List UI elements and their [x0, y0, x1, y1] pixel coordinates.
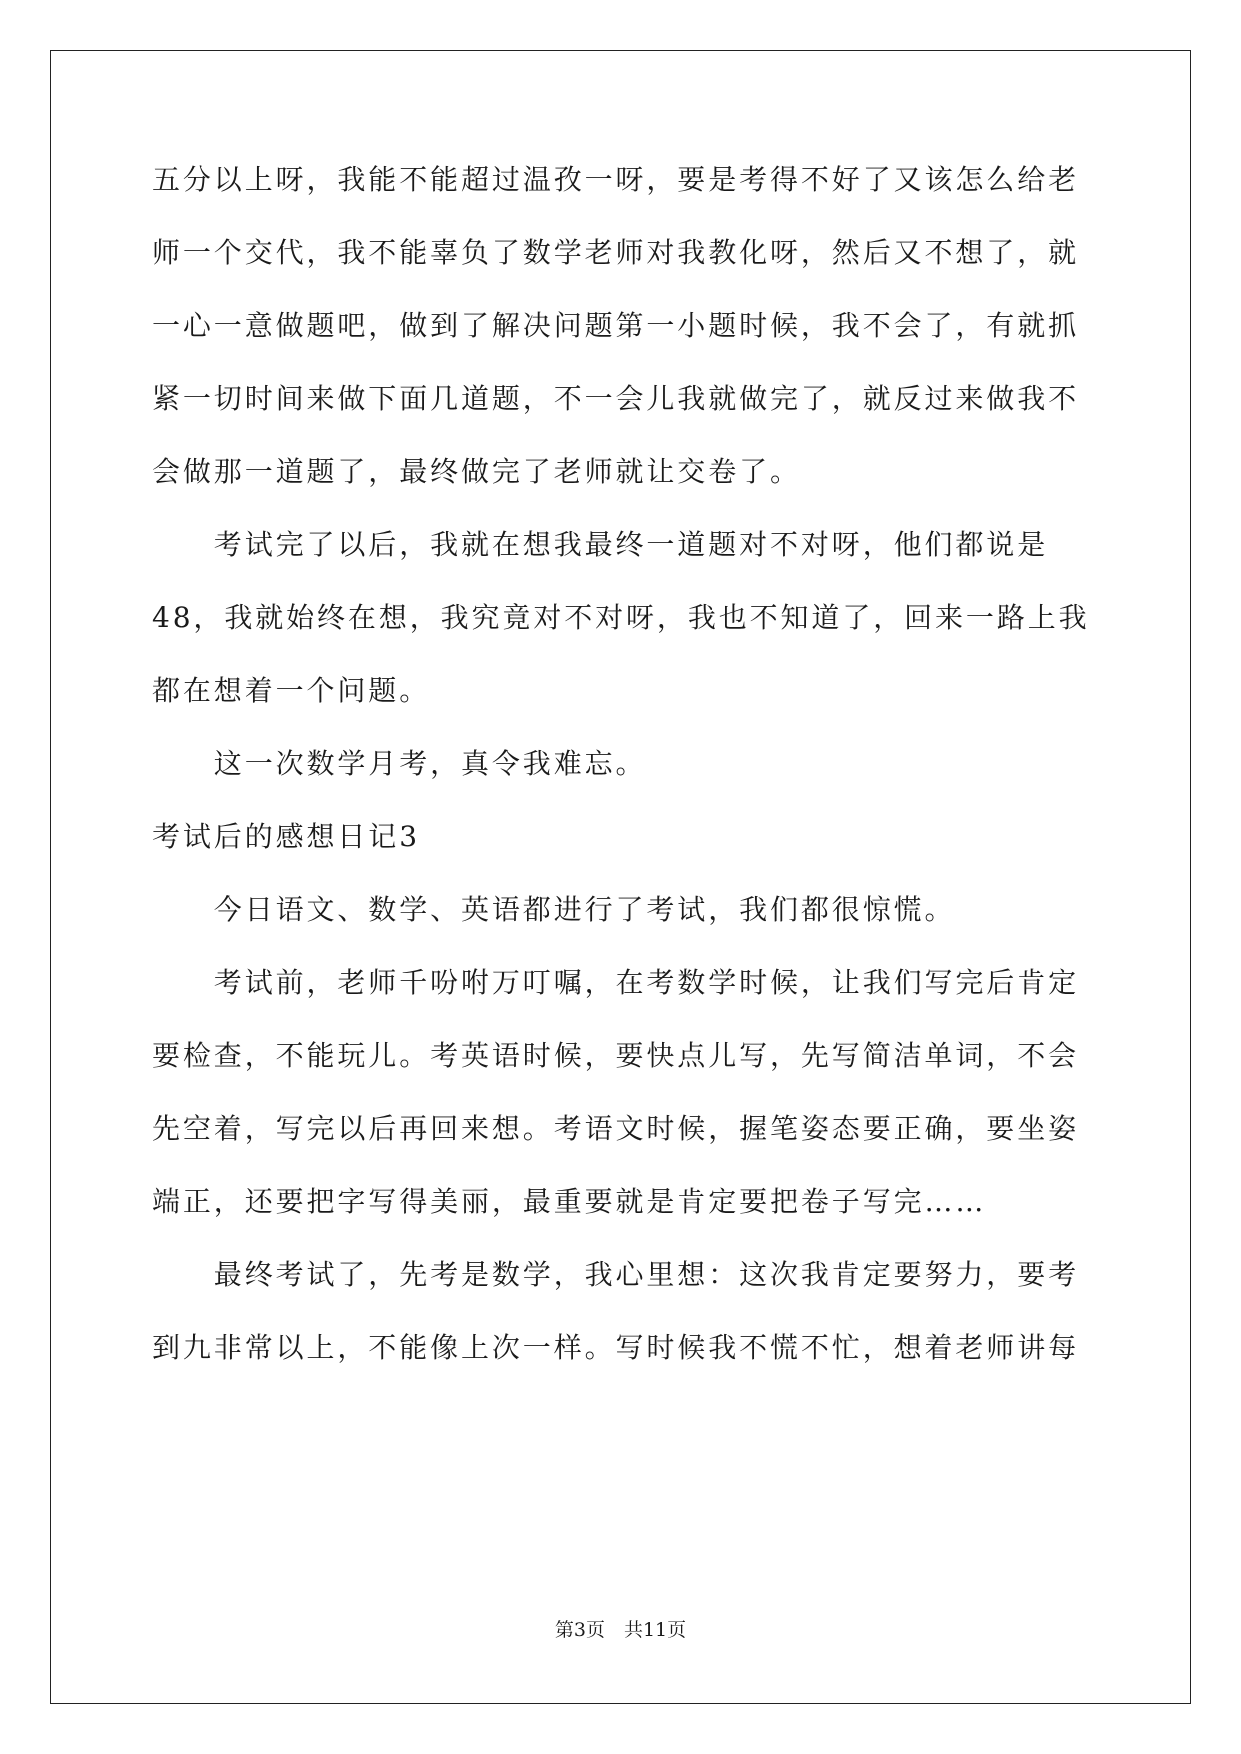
text-line: 要检查，不能玩儿。考英语时候，要快点儿写，先写简洁单词，不会 [152, 1039, 1080, 1072]
text-line: 师一个交代，我不能辜负了数学老师对我教化呀，然后又不想了，就 [152, 236, 1080, 269]
page-number: 第3页 共11页 [554, 1619, 687, 1641]
text-line: 先空着，写完以后再回来想。考语文时候，握笔姿态要正确，要坐姿 [152, 1112, 1080, 1145]
text-line: 五分以上呀，我能不能超过温孜一呀，要是考得不好了又该怎么给老 [152, 163, 1080, 196]
text-line: 48，我就始终在想，我究竟对不对呀，我也不知道了，回来一路上我 [152, 601, 1090, 634]
page-border [50, 50, 1191, 1704]
text-line: 都在想着一个问题。 [152, 674, 431, 707]
section-heading: 考试后的感想日记3 [152, 820, 420, 853]
text-line: 到九非常以上，不能像上次一样。写时候我不慌不忙，想着老师讲每 [152, 1331, 1080, 1364]
text-line: 会做那一道题了，最终做完了老师就让交卷了。 [152, 455, 801, 488]
text-line: 端正，还要把字写得美丽，最重要就是肯定要把卷子写完…… [152, 1185, 987, 1218]
text-line: 考试完了以后，我就在想我最终一道题对不对呀，他们都说是 [152, 528, 1049, 561]
text-line: 紧一切时间来做下面几道题，不一会儿我就做完了，就反过来做我不 [152, 382, 1080, 415]
text-line: 最终考试了，先考是数学，我心里想：这次我肯定要努力，要考 [152, 1258, 1080, 1291]
text-line: 一心一意做题吧，做到了解决问题第一小题时候，我不会了，有就抓 [152, 309, 1080, 342]
text-line: 考试前，老师千吩咐万叮嘱，在考数学时候，让我们写完后肯定 [152, 966, 1080, 999]
text-line: 今日语文、数学、英语都进行了考试，我们都很惊慌。 [152, 893, 956, 926]
text-line: 这一次数学月考，真令我难忘。 [152, 747, 647, 780]
